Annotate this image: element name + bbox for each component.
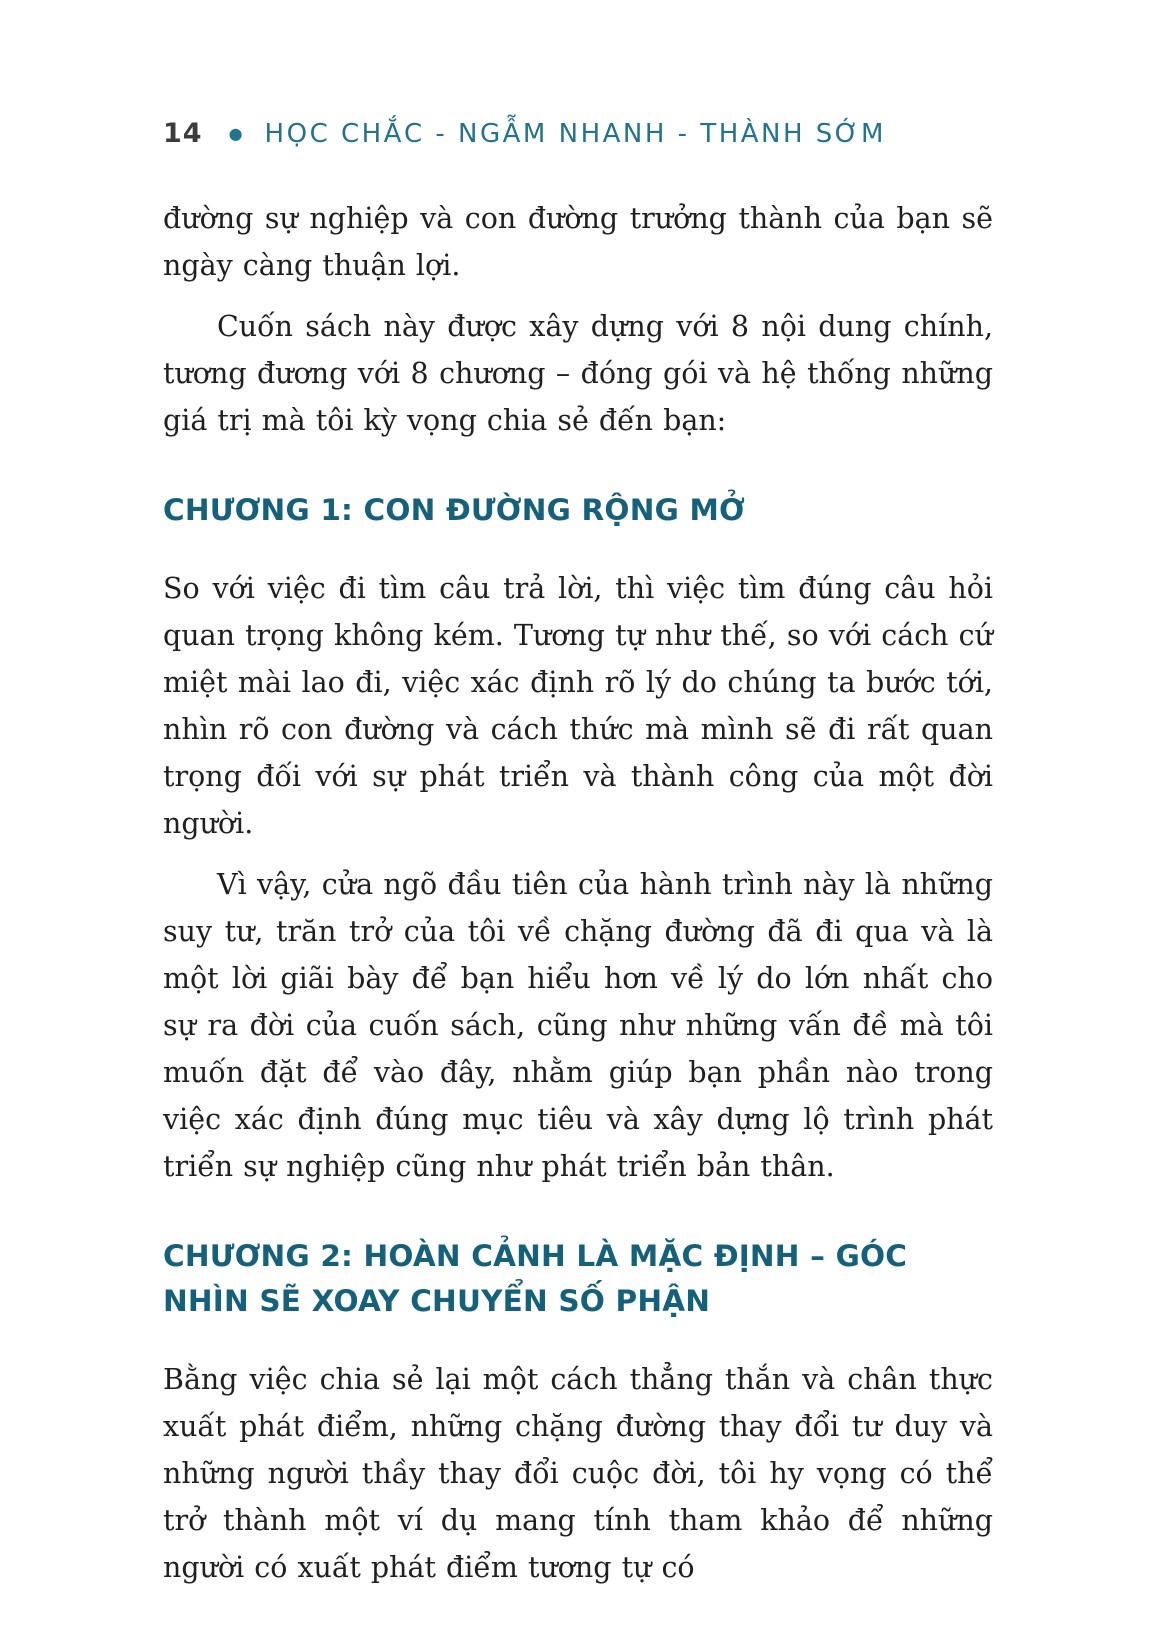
page-content bbox=[163, 118, 993, 1605]
chapter-1-heading: CHƯƠNG 1: CON ĐƯỜNG RỘNG MỞ bbox=[163, 493, 746, 527]
running-title: HỌC CHẮC - NGẪM NHANH - THÀNH SỚM bbox=[264, 118, 886, 149]
chapter-2-heading: CHƯƠNG 2: HOÀN CẢNH LÀ MẶC ĐỊNH – GÓC NHÌN SẼ XOAY CHUYỂN SỐ PHẬN bbox=[163, 1239, 908, 1318]
paragraph: So với việc đi tìm câu trả lời, thì việc tìm đúng câu hỏi quan trọng không kém. Tương tự như thế, so với cách cứ miệt mài lao đi, việc xác định rõ lý do chúng ta bước tới, nhìn rõ con đường và cách thức mà mình sẽ đi rất quan trọng đối với sự phát triển và thành công của một đời người. bbox=[163, 572, 993, 840]
paragraph: Cuốn sách này được xây dựng với 8 nội dung chính, tương đương với 8 chương – đóng gói và hệ thống những giá trị mà tôi kỳ vọng chia sẻ đến bạn: bbox=[163, 310, 993, 437]
paragraph: đường sự nghiệp và con đường trưởng thành của bạn sẽ ngày càng thuận lợi. bbox=[163, 202, 993, 282]
bullet-icon: ● bbox=[228, 123, 243, 143]
body-text bbox=[163, 195, 993, 1591]
paragraph: Vì vậy, cửa ngõ đầu tiên của hành trình này là những suy tư, trăn trở của tôi về chặng đường đã đi qua và là một lời giãi bày để bạn hiểu hơn về lý do lớn nhất cho sự ra đời của cuốn sách, cũng như những vấn đề mà tôi muốn đặt để vào đây, nhằm giúp bạn phần nào trong việc xác định đúng mục tiêu và xây dựng lộ trình phát triển sự nghiệp cũng như phát triển bản thân. bbox=[163, 868, 993, 1183]
page-header bbox=[163, 118, 993, 149]
page-number: 14 bbox=[163, 118, 203, 149]
paragraph: Bằng việc chia sẻ lại một cách thẳng thắn và chân thực xuất phát điểm, những chặng đường thay đổi tư duy và những người thầy thay đổi cuộc đời, tôi hy vọng có thể trở thành một ví dụ mang tính tham khảo để những người có xuất phát điểm tương tự có bbox=[163, 1363, 993, 1584]
